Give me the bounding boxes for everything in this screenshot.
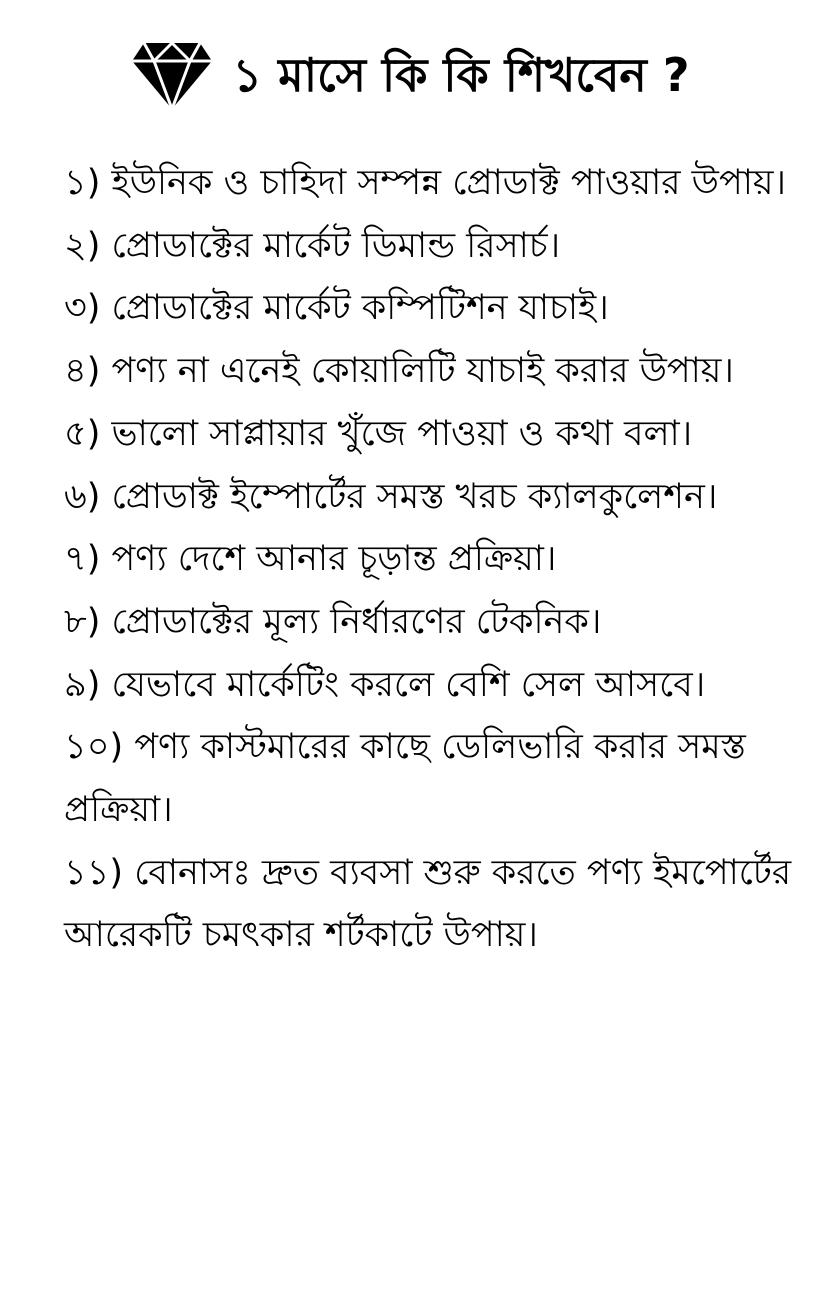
list-item: ৯) যেভাবে মার্কেটিং করলে বেশি সেল আসবে। xyxy=(64,664,706,705)
list-item: ৭) পণ্য দেশে আনার চূড়ান্ত প্রক্রিয়া। xyxy=(64,539,557,580)
list-item: ৬) প্রোডাক্ট ইম্পোর্টের সমস্ত খরচ ক্যালকুলেশন। xyxy=(64,476,718,517)
learning-topics-list xyxy=(64,152,794,967)
header xyxy=(0,30,820,120)
list-item: ১) ইউনিক ও চাহিদা সম্পন্ন প্রোডাক্ট পাওয়ার উপায়। xyxy=(64,163,786,203)
list-item: ৫) ভালো সাপ্লায়ার খুঁজে পাওয়া ও কথা বলা। xyxy=(64,413,693,454)
page-title: ১ মাসে কি কি শিখবেন ? xyxy=(232,48,690,102)
diamond-icon xyxy=(130,39,214,111)
list-item: ৪) পণ্য না এনেই কোয়ালিটি যাচাই করার উপায়। xyxy=(64,351,734,392)
list-item: ৩) প্রোডাক্টের মার্কেট কম্পিটিশন যাচাই। xyxy=(64,288,609,329)
list-item: ৮) প্রোডাক্টের মূল্য নির্ধারণের টেকনিক। xyxy=(64,601,602,642)
list-item: ১১) বোনাসঃ দ্রুত ব্যবসা শুরু করতে পণ্য ইমপোর্টের আরেকটি চমৎকার শর্টকাটে উপায়। xyxy=(64,852,792,956)
list-item: ১০) পণ্য কাস্টমারের কাছে ডেলিভারি করার সমস্ত প্রক্রিয়া। xyxy=(64,727,746,831)
list-item: ২) প্রোডাক্টের মার্কেট ডিমান্ড রিসার্চ। xyxy=(64,225,561,266)
